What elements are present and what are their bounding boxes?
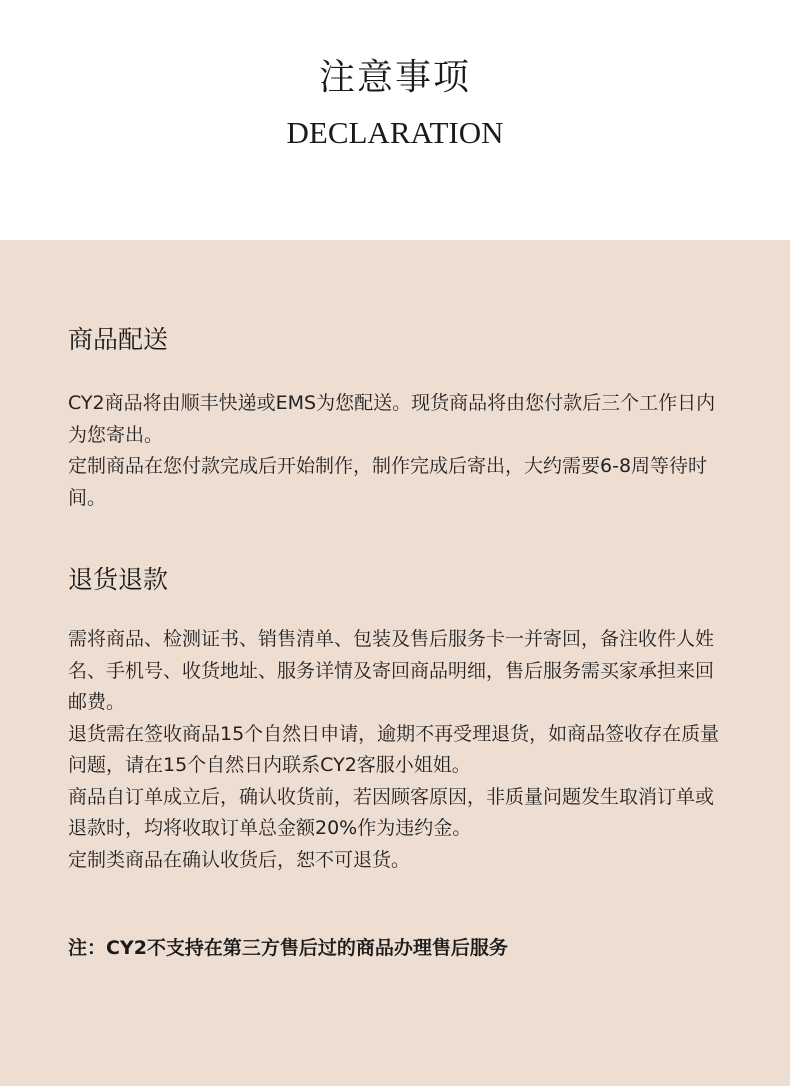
shipping-text: [68, 388, 728, 514]
shipping-heading: 商品配送: [68, 325, 169, 354]
shipping-paragraph: 定制商品在您付款完成后开始制作，制作完成后寄出，大约需要6-8周等待时间。: [68, 455, 708, 509]
content-panel: [0, 240, 790, 1086]
note-text: 注：CY2不支持在第三方售后过的商品办理售后服务: [68, 937, 508, 959]
returns-heading: 退货退款: [68, 565, 169, 594]
shipping-paragraph: CY2商品将由顺丰快递或EMS为您配送。现货商品将由您付款后三个工作日内为您寄出。: [68, 392, 716, 446]
header: [0, 0, 790, 240]
returns-paragraph: 退货需在签收商品15个自然日申请，逾期不再受理退货，如商品签收存在质量问题，请在15个自然日内联系CY2客服小姐姐。: [68, 722, 720, 776]
returns-paragraph: 商品自订单成立后，确认收货前，若因顾客原因，非质量问题发生取消订单或退款时，均将收取订单总金额20%作为违约金。: [68, 785, 715, 839]
page-title: 注意事项: [318, 57, 471, 98]
returns-paragraph: 定制类商品在确认收货后，恕不可退货。: [68, 848, 411, 871]
page-subtitle: DECLARATION: [286, 115, 504, 150]
returns-text: [68, 624, 728, 876]
returns-paragraph: 需将商品、检测证书、销售清单、包装及售后服务卡一并寄回，备注收件人姓名、手机号、收货地址、服务详情及寄回商品明细，售后服务需买家承担来回邮费。: [68, 628, 715, 713]
